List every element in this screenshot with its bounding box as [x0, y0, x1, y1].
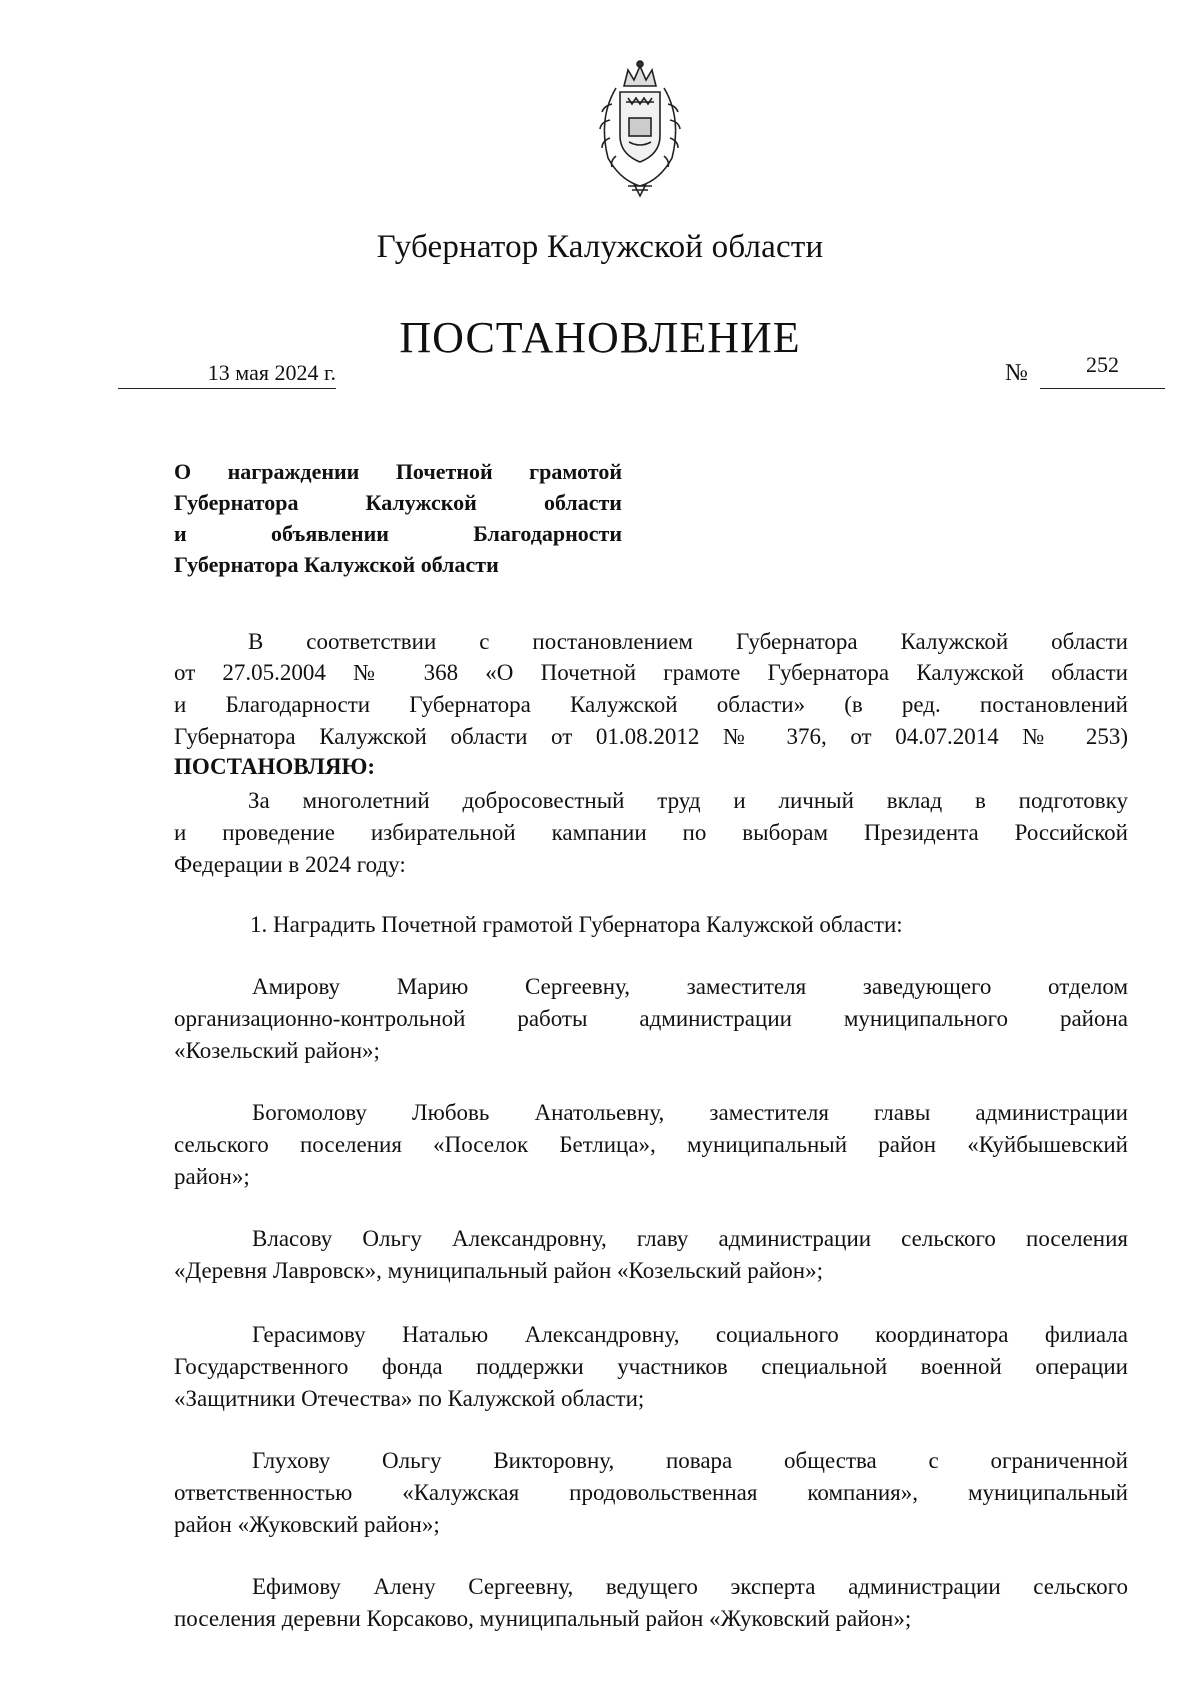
preamble-line: от 27.05.2004 № 368 «О Почетной грамоте Губернатора Калужской области	[174, 660, 1128, 685]
awardee-line: организационно-контрольной работы администрации муниципального района	[174, 1006, 1128, 1031]
title-line: О награждении Почетной грамотой	[174, 459, 622, 484]
issuing-authority: Губернатор Калужской области	[376, 229, 824, 265]
preamble-line: Губернатора Калужской области от 01.08.2012 № 376, от 04.07.2014 № 253)	[174, 724, 1128, 749]
awardee-line: Государственного фонда поддержки участников специальной военной операции	[174, 1354, 1128, 1379]
title-line: и объявлении Благодарности	[174, 521, 622, 546]
awardee-line: Глухову Ольгу Викторовну, повара общества с ограниченной	[252, 1448, 1128, 1473]
awardee-line: Амирову Марию Сергеевну, заместителя заведующего отделом	[252, 974, 1128, 999]
awardee-line: «Деревня Лавровск», муниципальный район «Козельский район»;	[174, 1258, 823, 1283]
preamble-line: и Благодарности Губернатора Калужской области» (в ред. постановлений	[174, 692, 1128, 717]
document-title	[174, 456, 622, 580]
decree-word: ПОСТАНОВЛЯЮ:	[174, 754, 376, 779]
awardee-line: Власову Ольгу Александровну, главу администрации сельского поселения	[252, 1226, 1128, 1251]
awardee-line: «Козельский район»;	[174, 1038, 380, 1063]
awardee-line: сельского поселения «Поселок Бетлица», муниципальный район «Куйбышевский	[174, 1132, 1128, 1157]
awardee-line: поселения деревни Корсаково, муниципальный район «Жуковский район»;	[174, 1606, 912, 1631]
title-line: Губернатора Калужской области	[174, 490, 622, 515]
title-line: Губернатора Калужской области	[174, 552, 499, 577]
awardee-line: ответственностью «Калужская продовольственная компания», муниципальный	[174, 1480, 1128, 1505]
item-1-heading: 1. Наградить Почетной грамотой Губернатора Калужской области:	[250, 912, 903, 937]
awardee-line: Герасимову Наталью Александровну, социального координатора филиала	[252, 1322, 1128, 1347]
reason-line: За многолетний добросовестный труд и личный вклад в подготовку	[248, 788, 1128, 813]
reason-line: и проведение избирательной кампании по выборам Президента Российской	[174, 820, 1128, 845]
reason-line: Федерации в 2024 году:	[174, 852, 406, 877]
document-date	[118, 360, 336, 389]
number-label: №	[1005, 360, 1028, 386]
document-type-heading: ПОСТАНОВЛЕНИЕ	[399, 313, 801, 362]
document-number: 252	[1086, 352, 1119, 377]
awardee-line: район «Жуковский район»;	[174, 1512, 440, 1537]
preamble-line: В соответствии с постановлением Губернатора Калужской области	[248, 629, 1128, 654]
awardee-line: Ефимову Алену Сергеевну, ведущего эксперта администрации сельского	[252, 1574, 1128, 1599]
coat-of-arms-emblem	[584, 58, 696, 198]
awardee-line: район»;	[174, 1164, 250, 1189]
date-value: 13 мая 2024 г.	[207, 360, 336, 385]
awardee-line: Богомолову Любовь Анатольевну, заместителя главы администрации	[252, 1100, 1128, 1125]
awardee-line: «Защитники Отечества» по Калужской области;	[174, 1386, 645, 1411]
number-underline	[1040, 388, 1165, 389]
